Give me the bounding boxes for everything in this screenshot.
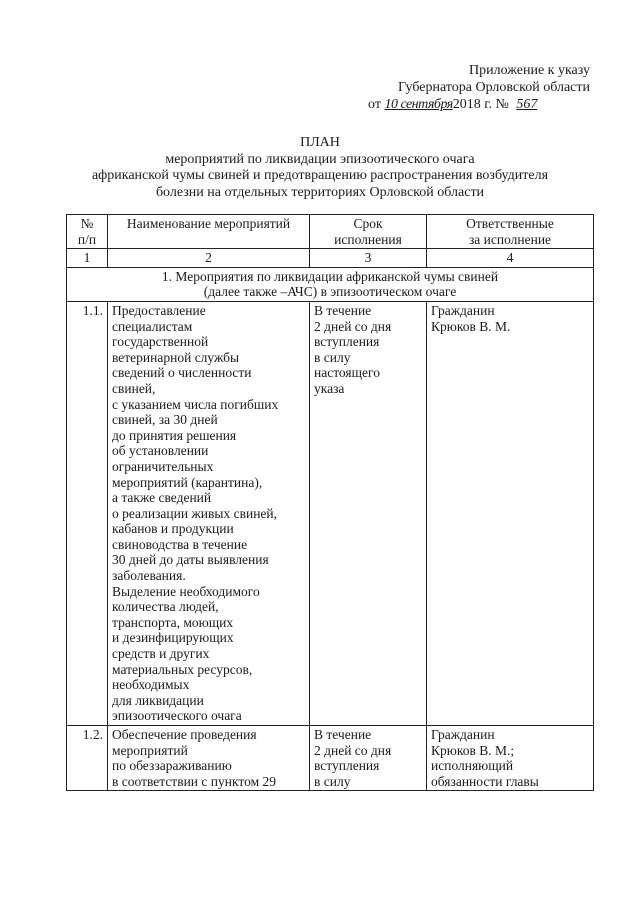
row-responsible: Гражданин Крюков В. М.; исполняющий обязанности главы [427, 726, 594, 791]
plan-table [66, 214, 594, 791]
row-number: 1.2. [67, 726, 108, 791]
section-1-heading: 1. Мероприятия по ликвидации африканской чумы свиней (далее также –АЧС) в эпизоотическом очаге [67, 267, 594, 301]
plan-subtitle-line1: мероприятий по ликвидации эпизоотического очага [165, 151, 475, 167]
header-num: № п/п [67, 215, 108, 249]
appendix-block [368, 62, 590, 113]
row-term: В течение 2 дней со дня вступления в силу настоящего указа [310, 301, 427, 725]
handwritten-date: 10 сентября [384, 97, 453, 112]
table-row [67, 301, 594, 725]
header-term: Срок исполнения [310, 215, 427, 249]
col-number-2: 2 [108, 249, 310, 268]
header-resp: Ответственные за исполнение [427, 215, 594, 249]
header-name: Наименование мероприятий [108, 215, 310, 249]
row-responsible: Гражданин Крюков В. М. [427, 301, 594, 725]
col-number-4: 4 [427, 249, 594, 268]
plan-heading: ПЛАН [300, 135, 340, 150]
row-name: Предоставление специалистам государственной ветеринарной службы сведений о численности свиней, с указанием числа погибших свиней, за 30 дней до принятия решения об установлении ограничительных мероприятий (карантина), а также сведений о реализации живых свиней, кабанов и продукции свиноводства в течение 30 дней до даты выявления заболевания. Выделение необходимого количества людей, транспорта, моющих и дезинфицирующих средств и других материальных ресурсов, необходимых для ликвидации эпизоотического очага [108, 301, 310, 725]
col-number-3: 3 [310, 249, 427, 268]
appendix-line1: Приложение к указу [469, 63, 590, 78]
plan-title-block [0, 135, 640, 201]
row-name: Обеспечение проведения мероприятий по обеззараживанию в соответствии с пунктом 29 [108, 726, 310, 791]
table-header-row [67, 215, 594, 249]
table-row [67, 726, 594, 791]
date-year: 2018 г. № [452, 97, 509, 112]
column-numbers-row [67, 249, 594, 268]
col-number-1: 1 [67, 249, 108, 268]
plan-subtitle-line3: болезни на отдельных территориях Орловской области [155, 184, 485, 200]
section-row [67, 267, 594, 301]
date-prefix: от [368, 97, 381, 112]
row-number: 1.1. [67, 301, 108, 725]
appendix-line2: Губернатора Орловской области [397, 80, 590, 95]
handwritten-number: 567 [516, 97, 538, 112]
row-term: В течение 2 дней со дня вступления в силу [310, 726, 427, 791]
plan-subtitle-line2: африканской чумы свиней и предотвращению распространения возбудителя [91, 168, 549, 183]
appendix-date-line [368, 96, 590, 113]
